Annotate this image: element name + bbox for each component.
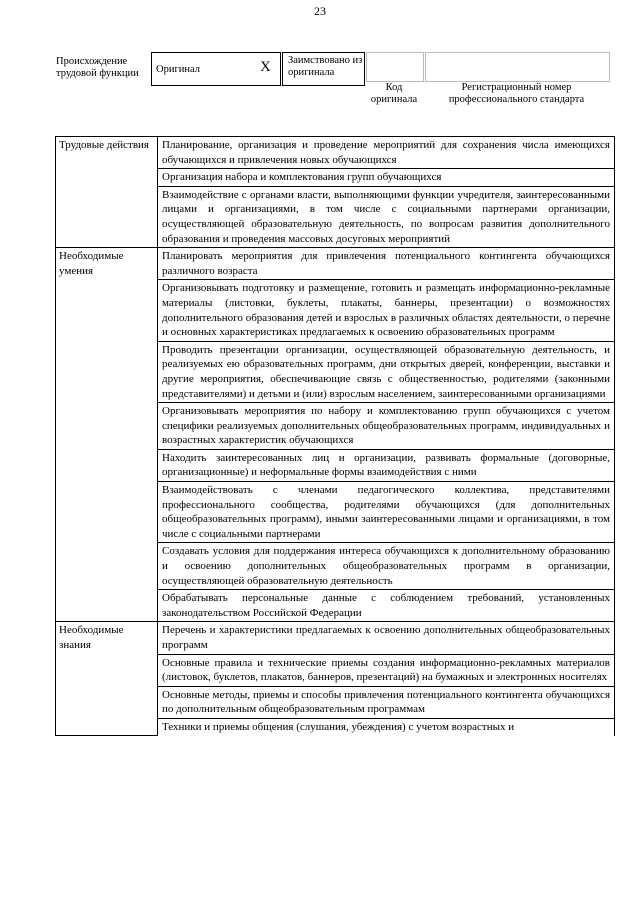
code-box <box>366 52 424 82</box>
selected-mark: X <box>260 59 271 75</box>
section-item: Взаимодействие с органами власти, выполняющими функции учредителя, заинтересованными лицами и организациями, в том числе с социальными партнерами организации, осуществляющей образовательную деятельность, по вопросам развития дополнительного образования и проведения массовых досуговых мероприятий <box>158 186 615 247</box>
origin-label: Происхождение трудовой функции <box>56 56 139 79</box>
page-number: 23 <box>314 4 326 18</box>
table-row <box>56 137 615 169</box>
code-label: Код оригинала <box>370 82 418 105</box>
section-title: Необходимые умения <box>56 248 158 622</box>
section-item: Создавать условия для поддержания интереса обучающихся к дополнительному образованию и освоению дополнительных общеобразовательных программ в организации, осуществляющей образовательную деятельность <box>158 543 615 590</box>
section-item: Находить заинтересованных лиц и организации, развивать формальные (договорные, организационные) и неформальные формы взаимодействия с ними <box>158 449 615 481</box>
section-title: Трудовые действия <box>56 137 158 248</box>
section-item: Взаимодействовать с членами педагогического коллектива, представителями профессионального сообщества, родителями обучающихся (для дополнительных общеобразовательных программ), иными заинтересованными лицами и организациями, в том числе с социальными партнерами <box>158 482 615 543</box>
section-item: Техники и приемы общения (слушания, убеждения) с учетом возрастных и <box>158 718 615 735</box>
borrowed-option-box <box>282 52 365 86</box>
reg-number-label: Регистрационный номер профессионального стандарта <box>448 82 585 105</box>
section-item: Организовывать подготовку и размещение, готовить и размещать информационно-рекламные материалы (листовки, буклеты, плакаты, баннеры, презентации) о возможностях дополнительного образования детей и взрослых в различных областях деятельности, о перечне и основных характеристиках предлагаемых к освоению образовательных программ <box>158 280 615 341</box>
section-item: Основные правила и технические приемы создания информационно-рекламных материалов (листовок, буклетов, плакатов, баннеров, презентаций) на бумажных и электронных носителях <box>158 654 615 686</box>
section-item: Проводить презентации организации, осуществляющей образовательную деятельность, и реализуемых ею образовательных программ, дни открытых дверей, конференции, выставки и другие мероприятия, обеспечивающие связь с общественностью, родителями (законными представителями) и детьми и (или) взрослым населением, заинтересованными организациями <box>158 341 615 402</box>
section-title: Необходимые знания <box>56 622 158 736</box>
function-table <box>55 136 615 736</box>
section-item: Перечень и характеристики предлагаемых к освоению дополнительных общеобразовательных программ <box>158 622 615 654</box>
borrowed-option-label: Заимствовано из оригинала <box>288 55 363 78</box>
section-item: Планирование, организация и проведение мероприятий для сохранения числа имеющихся обучающихся и привлечения новых обучающихся <box>158 137 615 169</box>
original-option-box <box>151 52 281 86</box>
table-row <box>56 622 615 654</box>
original-option-label: Оригинал <box>156 64 200 75</box>
section-item: Организовывать мероприятия по набору и комплектованию групп обучающихся с учетом специфики реализуемых дополнительных общеобразовательных программ, индивидуальных и возрастных характеристик обучающихся <box>158 403 615 450</box>
section-item: Основные методы, приемы и способы привлечения потенциального контингента обучающихся по дополнительным общеобразовательным программам <box>158 686 615 718</box>
reg-number-box <box>425 52 610 82</box>
section-item: Обрабатывать персональные данные с соблюдением требований, установленных законодательством Российской Федерации <box>158 590 615 622</box>
table-row <box>56 248 615 280</box>
section-item: Организация набора и комплектования групп обучающихся <box>158 169 615 187</box>
section-item: Планировать мероприятия для привлечения потенциального контингента обучающихся различного возраста <box>158 248 615 280</box>
